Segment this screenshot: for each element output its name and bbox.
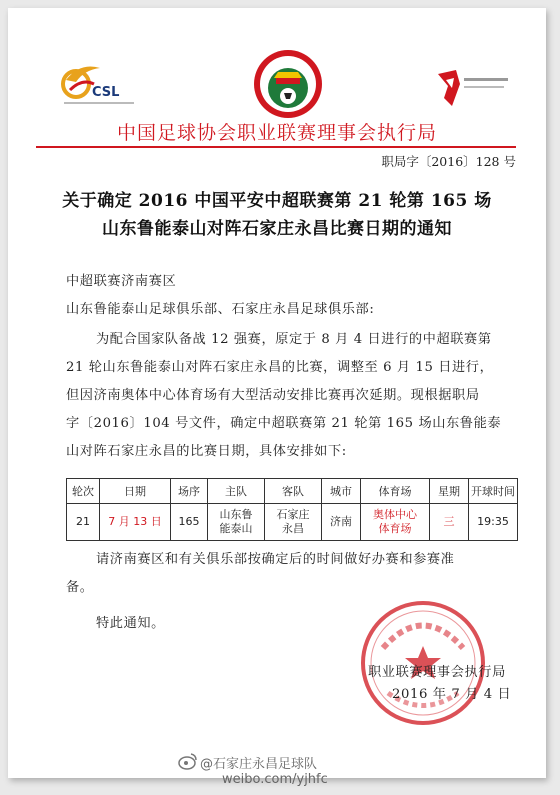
city-cell: 济南	[322, 504, 361, 541]
schedule-table	[66, 478, 518, 541]
header-cell: 城市	[322, 479, 361, 504]
header-cell: 轮次	[67, 479, 100, 504]
table-row	[67, 504, 518, 541]
cfa-emblem-icon	[252, 48, 324, 120]
document-page	[8, 8, 546, 778]
paragraph-line: 21 轮山东鲁能泰山对阵石家庄永昌的比赛，调整至 6 月 15 日进行，	[66, 360, 494, 375]
header-cell: 开球时间	[469, 479, 518, 504]
table-header-row	[67, 479, 518, 504]
header-cell: 体育场	[361, 479, 430, 504]
stadium-line: 体育场	[378, 522, 412, 535]
home-team-line: 能泰山	[219, 522, 253, 535]
header-divider	[36, 146, 516, 148]
header-cell: 日期	[100, 479, 171, 504]
round-cell: 21	[67, 504, 100, 541]
stadium-cell	[361, 504, 430, 541]
paragraph-line: 请济南赛区和有关俱乐部按确定后的时间做好办赛和参赛准	[96, 552, 455, 567]
paragraph-line: 备。	[66, 580, 94, 595]
weekday-cell: 三	[430, 504, 469, 541]
watermark-url: weibo.com/yjhfc	[222, 772, 328, 787]
paragraph-line: 但因济南奥体中心体育场有大型活动安排比赛再次延期。现根据职局	[66, 388, 480, 403]
notice-title-line-2: 山东鲁能泰山对阵石家庄永昌比赛日期的通知	[102, 219, 452, 239]
sports-reach-logo-icon	[434, 66, 514, 112]
notice-title-line-1: 关于确定 2016 中国平安中超联赛第 21 轮第 165 场	[62, 191, 492, 211]
header-cell: 客队	[265, 479, 322, 504]
kickoff-cell: 19:35	[469, 504, 518, 541]
weibo-icon	[178, 752, 198, 770]
issuer-title: 中国足球协会职业联赛理事会执行局	[116, 122, 437, 144]
document-number: 职局字〔2016〕128 号	[381, 154, 516, 169]
paragraph-line: 字〔2016〕104 号文件，确定中超联赛第 21 轮第 165 场山东鲁能泰	[66, 416, 502, 431]
csl-logo-text: CSL	[92, 85, 120, 100]
stadium-line: 奥体中心	[373, 508, 417, 521]
header-cell: 场序	[171, 479, 208, 504]
closing-line: 特此通知。	[96, 616, 165, 631]
header-cell: 主队	[208, 479, 265, 504]
away-team-cell	[265, 504, 322, 541]
csl-logo-icon	[60, 60, 140, 112]
signing-date: 2016 年 7 月 4 日	[392, 687, 512, 702]
paragraph-line: 山对阵石家庄永昌的比赛日期，具体安排如下:	[66, 444, 347, 459]
paragraph-line: 为配合国家队备战 12 强赛，原定于 8 月 4 日进行的中超联赛第	[96, 332, 492, 347]
header-cell: 星期	[430, 479, 469, 504]
addressee-1: 中超联赛济南赛区	[66, 274, 177, 289]
addressee-2: 山东鲁能泰山足球俱乐部、石家庄永昌足球俱乐部:	[66, 302, 375, 317]
home-team-line: 山东鲁	[219, 508, 253, 521]
signing-organization: 职业联赛理事会执行局	[368, 665, 506, 680]
home-team-cell	[208, 504, 265, 541]
match-number-cell: 165	[171, 504, 208, 541]
watermark-handle: @石家庄永昌足球队	[200, 757, 318, 772]
away-team-line: 石家庄	[276, 508, 310, 521]
date-cell: 7 月 13 日	[100, 504, 171, 541]
away-team-line: 永昌	[282, 522, 304, 535]
